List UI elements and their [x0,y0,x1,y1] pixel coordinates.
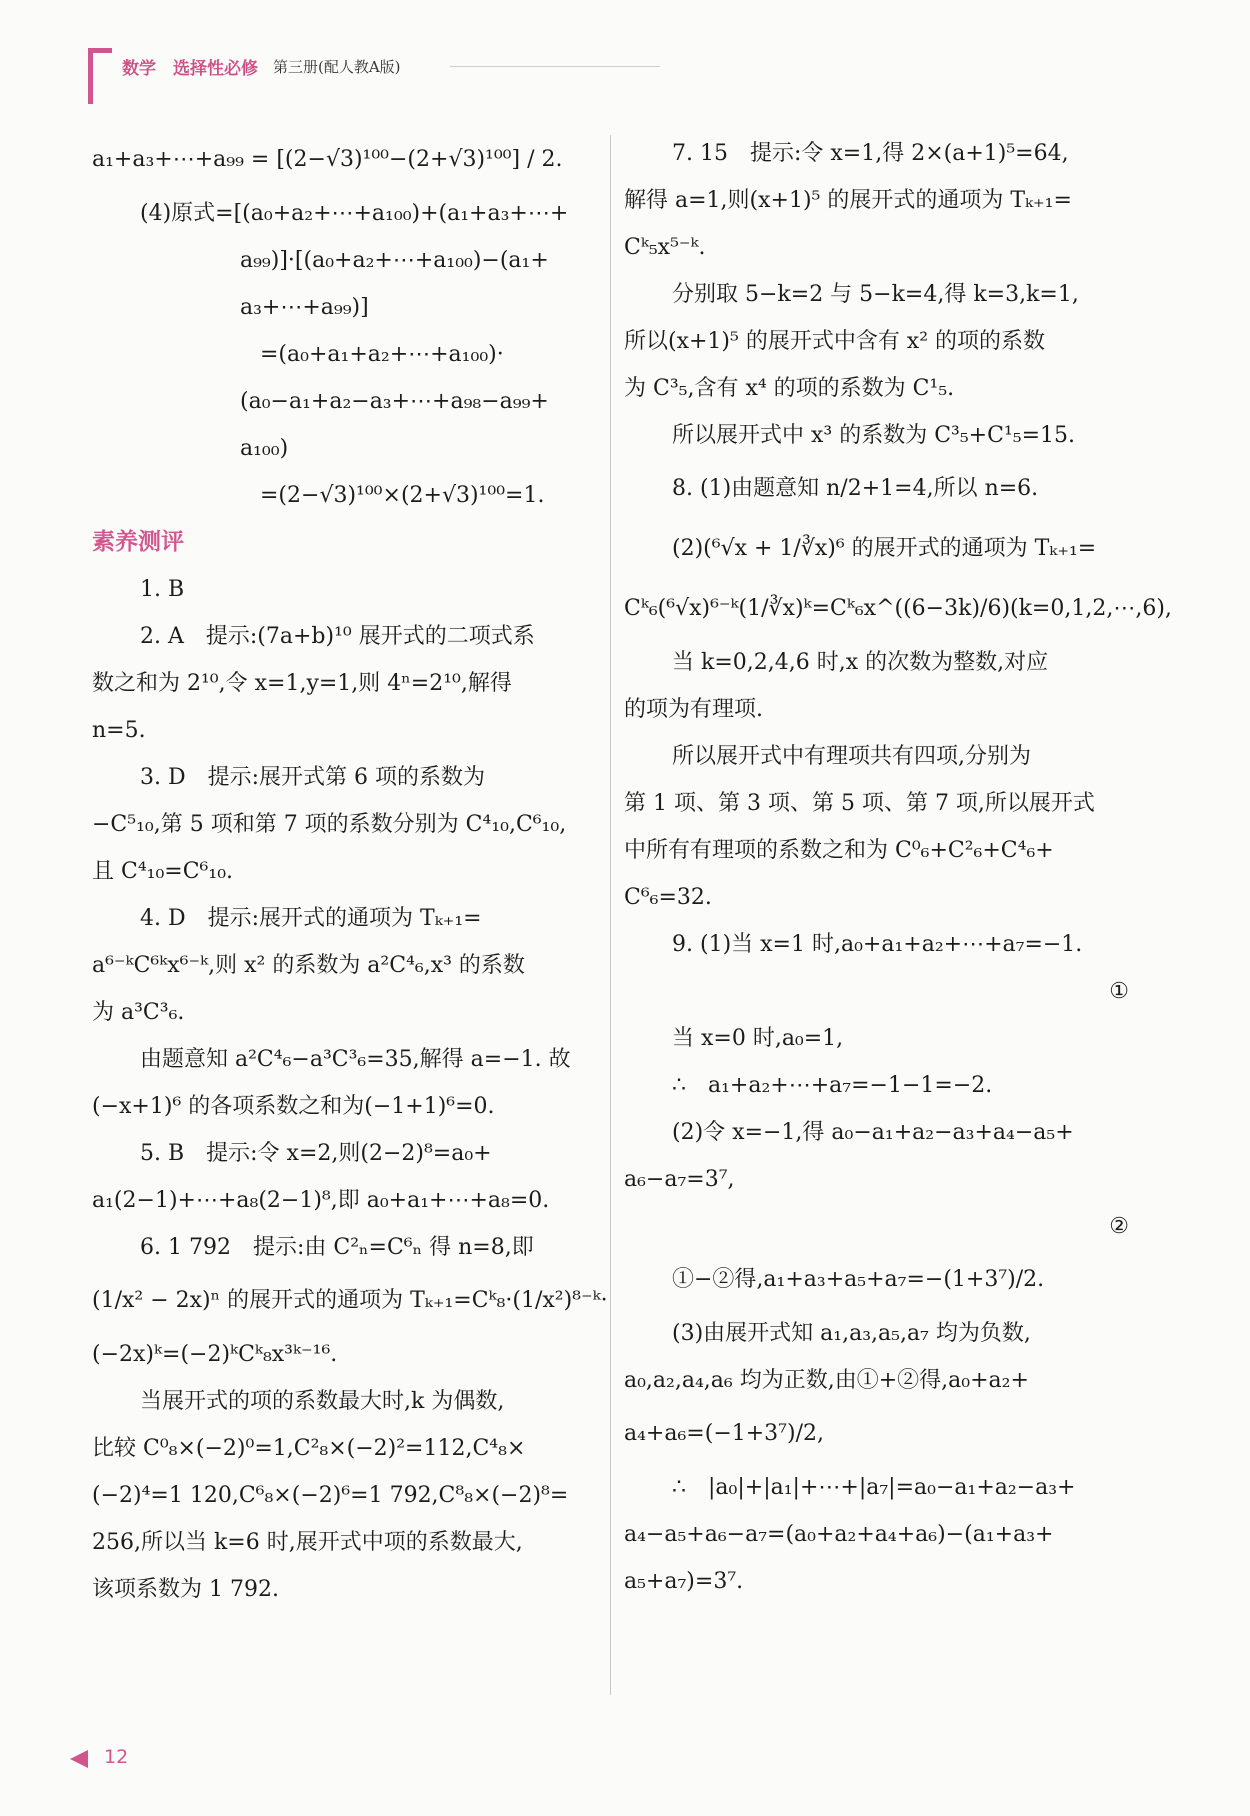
text-line: 数之和为 2¹⁰,令 x=1,y=1,则 4ⁿ=2¹⁰,解得 [92,671,512,696]
text-line: a₅+a₇)=3⁷. [624,1569,744,1594]
equation-mark-2: ② [1109,1214,1129,1239]
page-marker-icon [70,1750,88,1768]
text-line: (1/x² − 2x)ⁿ 的展开式的通项为 Tₖ₊₁=Cᵏ₈·(1/x²)⁸⁻ᵏ· [92,1288,608,1313]
text-line: 第 1 项、第 3 项、第 5 项、第 7 项,所以展开式 [624,791,1095,816]
text-line: ∴ a₁+a₂+⋯+a₇=−1−1=−2. [672,1073,993,1098]
text-line: 为 C³₅,含有 x⁴ 的项的系数为 C¹₅. [624,376,955,401]
text-line: =(2−√3)¹⁰⁰×(2+√3)¹⁰⁰=1. [260,483,545,508]
header-book: 选择性必修 [173,59,258,79]
text-line: 2. A 提示:(7a+b)¹⁰ 展开式的二项式系 [140,624,535,649]
text-line: a⁶⁻ᵏC⁶ᵏx⁶⁻ᵏ,则 x² 的系数为 a²C⁴₆,x³ 的系数 [92,953,525,978]
text-line: 9. (1)当 x=1 时,a₀+a₁+a₂+⋯+a₇=−1. [672,932,1083,957]
text-line: 6. 1 792 提示:由 C²ₙ=C⁶ₙ 得 n=8,即 [140,1235,534,1260]
text-line: a₁₀₀) [240,436,289,461]
text-line: 当 x=0 时,a₀=1, [672,1026,844,1051]
header-subject: 数学 [122,59,156,79]
text-line: a₄−a₅+a₆−a₇=(a₀+a₂+a₄+a₆)−(a₁+a₃+ [624,1522,1054,1547]
text-line: (2)(⁶√x + 1/∛x)⁶ 的展开式的通项为 Tₖ₊₁= [672,536,1097,561]
header-bracket-horizontal [88,48,112,53]
text-line: a₁+a₃+⋯+a₉₉ = [(2−√3)¹⁰⁰−(2+√3)¹⁰⁰] / 2. [92,147,563,172]
header-volume: 第三册(配人教A版) [273,58,401,76]
text-line: 该项系数为 1 792. [92,1577,279,1602]
text-line: Cᵏ₅x⁵⁻ᵏ. [624,235,706,260]
text-line: (−2)⁴=1 120,C⁶₈×(−2)⁶=1 792,C⁸₈×(−2)⁸= [92,1483,569,1508]
text-line: 7. 15 提示:令 x=1,得 2×(a+1)⁵=64, [672,141,1069,166]
text-line: 所以展开式中 x³ 的系数为 C³₅+C¹₅=15. [672,423,1076,448]
text-line: 当 k=0,2,4,6 时,x 的次数为整数,对应 [672,650,1049,675]
text-line: 比较 C⁰₈×(−2)⁰=1,C²₈×(−2)²=112,C⁴₈× [92,1436,526,1461]
text-line: a₀,a₂,a₄,a₆ 均为正数,由①+②得,a₀+a₂+ [624,1368,1029,1393]
running-header [88,48,588,108]
text-line: 256,所以当 k=6 时,展开式中项的系数最大, [92,1530,523,1555]
text-line: a₉₉)]·[(a₀+a₂+⋯+a₁₀₀)−(a₁+ [240,248,549,273]
header-rule [450,66,660,67]
left-column [92,130,608,1613]
text-line: 且 C⁴₁₀=C⁶₁₀. [92,859,234,884]
text-line: 由题意知 a²C⁴₆−a³C³₆=35,解得 a=−1. 故 [140,1047,571,1072]
text-line: (−2x)ᵏ=(−2)ᵏCᵏ₈x³ᵏ⁻¹⁶. [92,1342,338,1367]
text-line: a₁(2−1)+⋯+a₈(2−1)⁸,即 a₀+a₁+⋯+a₈=0. [92,1188,550,1213]
text-line: 3. D 提示:展开式第 6 项的系数为 [140,765,486,790]
header-bracket-vertical [88,48,93,104]
text-line: 的项为有理项. [624,697,763,722]
text-line: 8. (1)由题意知 n/2+1=4,所以 n=6. [672,476,1039,501]
text-line: 所以展开式中有理项共有四项,分别为 [672,744,1031,769]
text-line: (a₀−a₁+a₂−a₃+⋯+a₉₈−a₉₉+ [240,389,549,414]
text-line: a₆−a₇=3⁷, [624,1167,735,1192]
text-line: a₄+a₆=(−1+3⁷)/2, [624,1421,824,1446]
section-heading: 素养测评 [92,529,184,555]
text-line: a₃+⋯+a₉₉)] [240,295,369,320]
text-line: −C⁵₁₀,第 5 项和第 7 项的系数分别为 C⁴₁₀,C⁶₁₀, [92,812,567,837]
text-line: 1. B [140,577,185,602]
text-line: (2)令 x=−1,得 a₀−a₁+a₂−a₃+a₄−a₅+ [672,1120,1074,1145]
text-line: =(a₀+a₁+a₂+⋯+a₁₀₀)· [260,342,504,367]
text-line: 当展开式的项的系数最大时,k 为偶数, [140,1389,505,1414]
column-divider [610,135,611,1695]
text-line: (−x+1)⁶ 的各项系数之和为(−1+1)⁶=0. [92,1094,495,1119]
right-column [624,130,1172,1605]
equation-mark-1: ① [1109,979,1129,1004]
text-line: ∴ |a₀|+|a₁|+⋯+|a₇|=a₀−a₁+a₂−a₃+ [672,1475,1076,1500]
text-line: 4. D 提示:展开式的通项为 Tₖ₊₁= [140,906,482,931]
text-line: 所以(x+1)⁵ 的展开式中含有 x² 的项的系数 [624,329,1046,354]
text-line: 为 a³C³₆. [92,1000,185,1025]
text-line: C⁶₆=32. [624,885,712,910]
text-line: 解得 a=1,则(x+1)⁵ 的展开式的通项为 Tₖ₊₁= [624,188,1072,213]
text-line: 5. B 提示:令 x=2,则(2−2)⁸=a₀+ [140,1141,492,1166]
text-line: 中所有有理项的系数之和为 C⁰₆+C²₆+C⁴₆+ [624,838,1054,863]
text-line: n=5. [92,718,146,743]
text-line: ①−②得,a₁+a₃+a₅+a₇=−(1+3⁷)/2. [672,1267,1045,1292]
text-line: (4)原式=[(a₀+a₂+⋯+a₁₀₀)+(a₁+a₃+⋯+ [140,201,569,226]
page-number: 12 [104,1746,129,1768]
text-line: (3)由展开式知 a₁,a₃,a₅,a₇ 均为负数, [672,1321,1031,1346]
text-line: 分别取 5−k=2 与 5−k=4,得 k=3,k=1, [672,282,1079,307]
text-line: Cᵏ₆(⁶√x)⁶⁻ᵏ(1/∛x)ᵏ=Cᵏ₆x^((6−3k)/6)(k=0,1,2,⋯,6), [624,596,1172,621]
